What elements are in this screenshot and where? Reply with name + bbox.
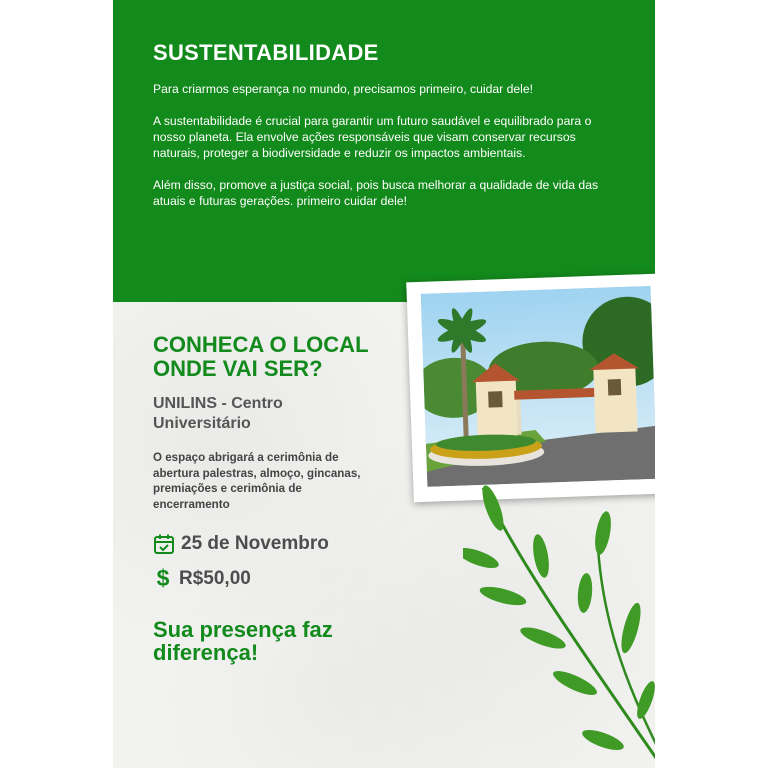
venue-description: O espaço abrigará a cerimônia de abertura palestras, almoço, gincanas, premiações e cerimônia de encerramento xyxy=(153,451,361,511)
leaf-branch-decoration xyxy=(463,478,655,768)
sustainability-banner xyxy=(113,0,655,302)
event-date xyxy=(153,533,329,555)
sustainability-paragraph: Além disso, promove a justiça social, pois busca melhorar a qualidade de vida das atuais e futuras gerações. primeiro cuidar dele! xyxy=(153,178,599,208)
event-date-text: 25 de Novembro xyxy=(181,533,329,554)
calendar-check-icon xyxy=(153,533,175,555)
sustainability-text xyxy=(153,81,608,225)
venue-heading: CONHECA O LOCAL ONDE VAI SER? xyxy=(153,332,369,381)
event-price xyxy=(153,565,251,592)
venue-photo-illustration xyxy=(421,286,655,487)
dollar-sign-icon: $ xyxy=(156,565,170,591)
sustainability-paragraph: Para criarmos esperança no mundo, precisamos primeiro, cuidar dele! xyxy=(153,82,534,96)
venue-photo xyxy=(421,286,655,487)
venue-name: UNILINS - Centro Universitário xyxy=(153,395,283,432)
sustainability-paragraph: A sustentabilidade é crucial para garantir um futuro saudável e equilibrado para o nosso planeta. Ela envolve ações responsáveis que visam conservar recursos naturais, proteger a biodiversidade e reduzir os impactos ambientais. xyxy=(153,114,592,160)
venue-photo-frame xyxy=(406,274,655,503)
event-flyer xyxy=(113,0,655,768)
event-price-text: R$50,00 xyxy=(179,567,251,589)
closing-message: Sua presença faz diferença! xyxy=(153,617,333,665)
sustainability-title: SUSTENTABILIDADE xyxy=(153,40,379,65)
